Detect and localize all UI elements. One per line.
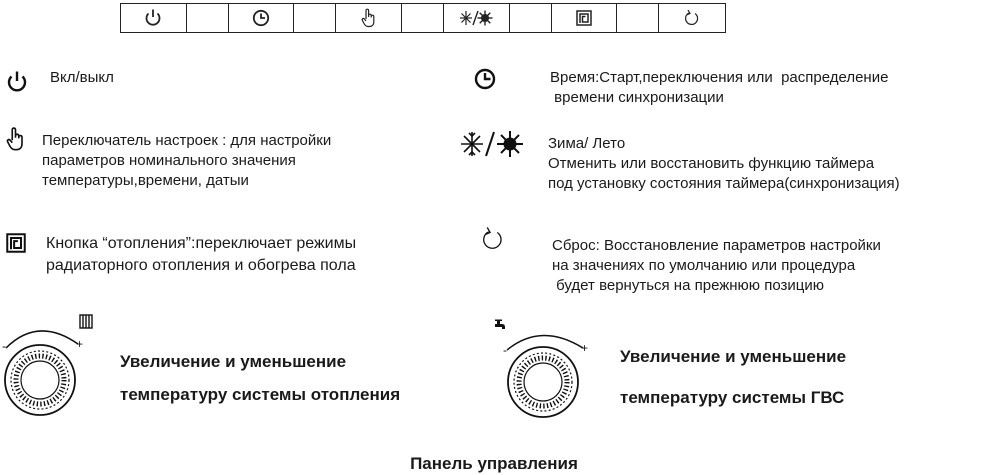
strip-cell-empty (187, 4, 229, 32)
heating-knob-line-2: температуру системы отопления (120, 385, 401, 404)
heating-line-1: Кнопка “отопления”:переключает режимы (46, 235, 357, 252)
dhw-knob-line-2: температуру системы ГВС (620, 388, 845, 407)
clock-icon (474, 68, 496, 90)
faucet-icon (493, 318, 509, 334)
panel-caption: Панель управления (410, 454, 578, 473)
selector-line-1: Переключатель настроек : для настройки (42, 132, 332, 149)
strip-cell-reset[interactable] (659, 4, 725, 32)
reset-line-3: будет вернуться на прежнюю позицию (552, 277, 824, 294)
selector-line-2: параметров номинального значения (42, 152, 296, 169)
clock-icon (252, 9, 270, 27)
hand-pointer-icon (6, 126, 26, 152)
strip-cell-power[interactable] (121, 4, 187, 32)
season-line-3: под установку состояния таймера(синхронизация) (548, 175, 900, 192)
radiator-icon (78, 312, 94, 330)
radiator-square-icon (6, 233, 26, 253)
svg-text:-: - (2, 339, 6, 353)
heating-knob-line-1: Увеличение и уменьшение (120, 352, 347, 371)
time-description (550, 68, 888, 108)
dhw-temperature-knob[interactable] (497, 318, 607, 430)
strip-cell-empty (617, 4, 659, 32)
svg-text:+: + (581, 341, 589, 355)
icon-strip (120, 3, 726, 33)
strip-cell-empty (294, 4, 336, 32)
reset-arrow-icon (684, 9, 700, 27)
heating-description (46, 233, 356, 277)
time-line-2: времени синхронизации (550, 89, 724, 106)
strip-cell-heating[interactable] (552, 4, 618, 32)
season-line-1: Зима/ Лето (548, 135, 626, 152)
knob-graphic-dhw (497, 318, 607, 430)
svg-text:-: - (503, 343, 507, 357)
dhw-knob-line-1: Увеличение и уменьшение (620, 347, 847, 366)
selector-line-3: температуры,времени, датыи (42, 172, 249, 189)
power-icon (144, 8, 162, 28)
power-icon (6, 70, 28, 94)
season-line-2: Отменить или восстановить функцию таймера (548, 155, 875, 172)
season-description (548, 134, 900, 194)
reset-line-2: на значениях по умолчанию или процедура (552, 257, 856, 274)
radiator-square-icon (576, 10, 592, 26)
strip-cell-selector[interactable] (336, 4, 402, 32)
snowflake-sun-icon (459, 9, 493, 27)
selector-description (42, 131, 331, 191)
power-description (50, 68, 114, 88)
time-line-1: Время:Старт,переключения или распределение (550, 69, 889, 86)
strip-cell-season[interactable] (444, 4, 510, 32)
svg-text:+: + (76, 337, 84, 351)
strip-cell-clock[interactable] (229, 4, 295, 32)
power-label: Вкл/выкл (50, 69, 114, 86)
snowflake-sun-icon (460, 130, 526, 158)
reset-description (552, 236, 881, 296)
strip-cell-empty (402, 4, 444, 32)
reset-arrow-icon (481, 226, 505, 252)
hand-pointer-icon (361, 8, 377, 28)
strip-cell-empty (510, 4, 552, 32)
heating-line-2: радиаторного отопления и обогрева пола (46, 257, 356, 274)
reset-line-1: Сброс: Восстановление параметров настройки (552, 237, 881, 254)
